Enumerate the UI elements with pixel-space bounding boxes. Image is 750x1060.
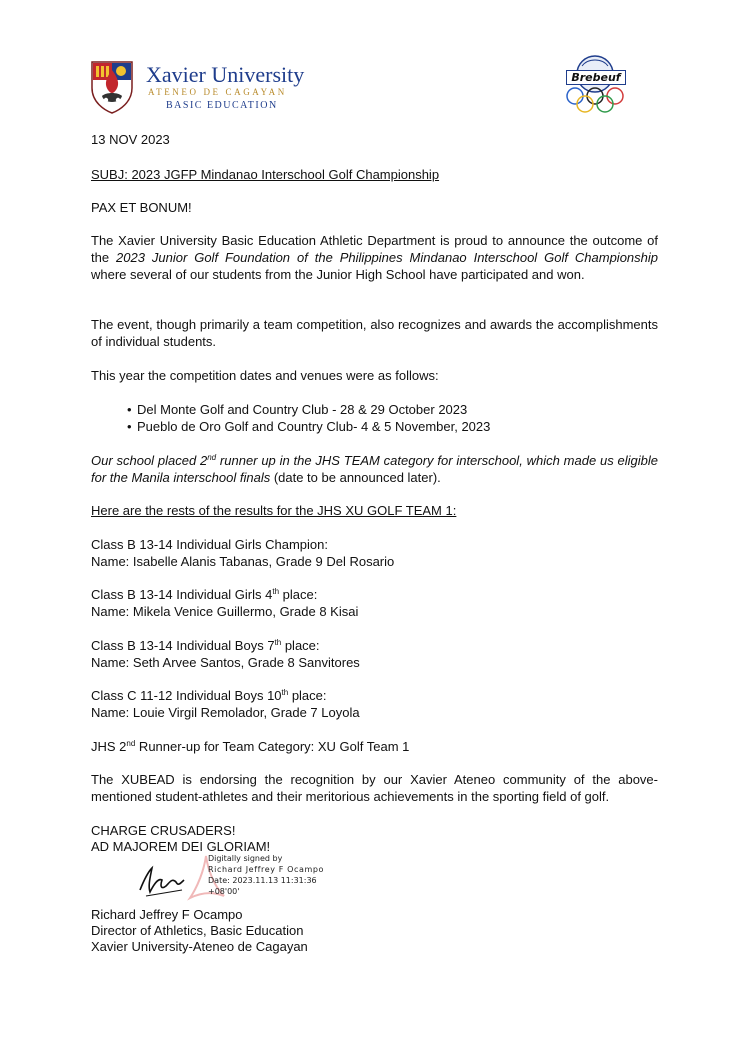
result-category: Class B 13-14 Individual Boys 7 — [91, 638, 275, 653]
venue-item: • Pueblo de Oro Golf and Country Club- 4 & 5 November, 2023 — [127, 418, 490, 435]
team-runner-sup: nd — [126, 739, 136, 748]
team-runner-text-a: JHS 2 — [91, 739, 127, 754]
olympic-rings-icon — [560, 52, 630, 118]
team-paragraph: The event, though primarily a team competition, also recognizes and awards the accomplishments of individual students. — [91, 317, 658, 349]
result-category-end: place: — [288, 688, 327, 703]
result-category-end: place: — [279, 587, 318, 602]
venue-item: • Del Monte Golf and Country Club - 28 & 29 October 2023 — [127, 401, 490, 418]
closing-line: AD MAJOREM DEI GLORIAM! — [91, 839, 271, 854]
result-ordinal: th — [281, 688, 289, 697]
result-name: Name: Isabelle Alanis Tabanas, Grade 9 Del Rosario — [91, 554, 395, 569]
result-item — [91, 637, 658, 671]
intro-text-b: where several of our students from the Junior High School have participated and won. — [91, 267, 585, 282]
result-category: Class B 13-14 Individual Girls 4 — [91, 587, 273, 602]
intro-paragraph — [91, 232, 658, 283]
placement-text-b: runner up in the JHS TEAM category for interschool, which made us eligible for the Manila interschool finals — [91, 453, 658, 485]
signature-line: Digitally signed by — [208, 854, 283, 863]
school-subtitle: ATENEO DE CAGAYAN — [148, 87, 287, 97]
placement-text-c: (date to be announced later). — [270, 470, 441, 485]
result-ordinal: th — [272, 587, 280, 596]
venue-list — [127, 401, 490, 435]
letter-subject: SUBJ: 2023 JGFP Mindanao Interschool Golf Championship — [91, 167, 440, 182]
signatory-title: Director of Athletics, Basic Education — [91, 923, 304, 938]
signature-line: Richard Jeffrey F Ocampo — [208, 865, 325, 874]
placement-sup: nd — [207, 453, 217, 462]
brebeuf-banner: Brebeuf — [566, 70, 626, 85]
digital-signature-block — [208, 853, 324, 897]
results-heading: Here are the rests of the results for the JHS XU GOLF TEAM 1: — [91, 503, 457, 518]
school-name: Xavier University — [146, 62, 305, 87]
brebeuf-logo — [560, 52, 630, 118]
placement-paragraph — [91, 452, 658, 486]
result-item — [91, 586, 658, 620]
result-category: Class C 11-12 Individual Boys 10 — [91, 688, 282, 703]
letter-greeting: PAX ET BONUM! — [91, 200, 192, 215]
event-title: 2023 Junior Golf Foundation of the Philippines Mindanao Interschool Golf Championship — [116, 250, 658, 265]
result-name: Name: Louie Virgil Remolador, Grade 7 Loyola — [91, 705, 360, 720]
result-category: Class B 13-14 Individual Girls Champion: — [91, 537, 328, 552]
venues-intro: This year the competition dates and venues were as follows: — [91, 368, 439, 383]
letter-date: 13 NOV 2023 — [91, 132, 170, 147]
signature-line: +08'00' — [208, 887, 240, 896]
endorsement-paragraph: The XUBEAD is endorsing the recognition by our Xavier Ateneo community of the above-mentioned student-athletes and their meritorious achievements in the sporting field of golf. — [91, 772, 658, 804]
result-name: Name: Mikela Venice Guillermo, Grade 8 Kisai — [91, 604, 359, 619]
signatory-org: Xavier University-Ateneo de Cagayan — [91, 939, 308, 954]
team-runner-text-b: Runner-up for Team Category: XU Golf Team 1 — [135, 739, 410, 754]
placement-text-a: Our school placed 2 — [91, 453, 208, 468]
xu-shield-icon — [90, 60, 134, 114]
xu-logo — [90, 60, 330, 116]
result-item — [91, 687, 658, 721]
signature-line: Date: 2023.11.13 11:31:36 — [208, 876, 317, 885]
closing-line: CHARGE CRUSADERS! — [91, 823, 236, 838]
team-runner-up — [91, 738, 658, 755]
intro-text-a: The Xavier University Basic Education Athletic Department is proud to announce the outcome of the — [91, 233, 658, 265]
result-ordinal: th — [274, 638, 282, 647]
school-unit: BASIC EDUCATION — [166, 100, 278, 111]
result-category-end: place: — [281, 638, 320, 653]
signatory-name: Richard Jeffrey F Ocampo — [91, 907, 243, 922]
result-name: Name: Seth Arvee Santos, Grade 8 Sanvitores — [91, 655, 360, 670]
result-item — [91, 536, 658, 570]
